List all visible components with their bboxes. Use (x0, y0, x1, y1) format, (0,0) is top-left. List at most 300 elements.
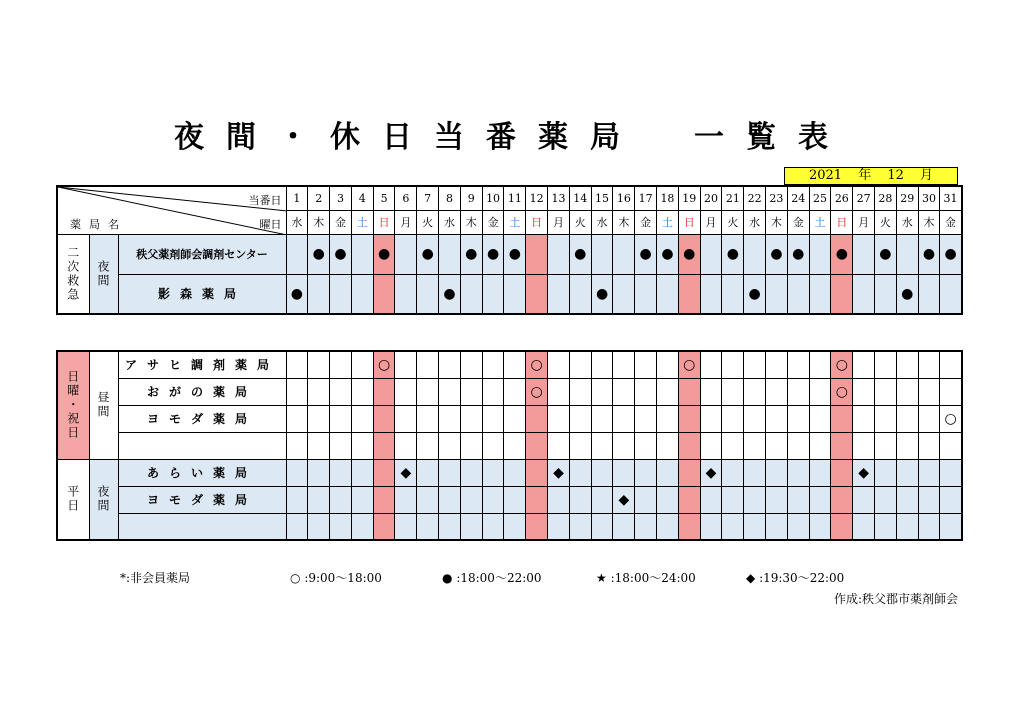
day-cell-5 (373, 459, 395, 486)
weekday: 水 (896, 210, 918, 234)
weekday: 木 (766, 210, 788, 234)
weekday: 火 (722, 210, 744, 234)
mark-open-circle: ○ (530, 383, 543, 400)
mark-filled-circle: ● (421, 246, 434, 262)
day-number: 1 (286, 186, 308, 210)
day-cell-4 (351, 405, 373, 432)
mark-filled-circle: ● (748, 285, 761, 302)
day-cell-2 (308, 274, 330, 314)
day-cell-17 (635, 351, 657, 378)
day-cell-7 (417, 513, 439, 540)
day-number: 6 (395, 186, 417, 210)
pharmacy-name: アサヒ調剤薬局 (118, 351, 286, 378)
day-cell-13 (548, 234, 570, 274)
day-cell-24 (787, 405, 809, 432)
day-cell-11 (504, 432, 526, 459)
day-cell-5 (373, 378, 395, 405)
day-cell-9 (460, 351, 482, 378)
day-number: 3 (330, 186, 352, 210)
day-cell-6 (395, 405, 417, 432)
day-number: 14 (569, 186, 591, 210)
day-cell-27 (853, 274, 875, 314)
day-cell-20 (700, 378, 722, 405)
weekday: 月 (853, 210, 875, 234)
day-cell-19 (678, 274, 700, 314)
day-number: 20 (700, 186, 722, 210)
day-cell-30 (918, 513, 940, 540)
day-cell-19 (678, 405, 700, 432)
day-cell-4 (351, 486, 373, 513)
time-label-daytime: 昼間 (89, 351, 118, 459)
day-cell-7 (417, 378, 439, 405)
day-cell-7 (417, 234, 439, 274)
day-cell-24 (787, 513, 809, 540)
day-cell-22 (744, 351, 766, 378)
weekday: 火 (569, 210, 591, 234)
day-cell-2 (308, 351, 330, 378)
day-cell-15 (591, 486, 613, 513)
day-cell-25 (809, 351, 831, 378)
day-cell-18 (657, 459, 679, 486)
day-cell-2 (308, 513, 330, 540)
day-cell-25 (809, 378, 831, 405)
day-cell-3 (330, 351, 352, 378)
mark-diamond: ◆ (705, 464, 717, 481)
day-cell-8 (439, 274, 461, 314)
holiday-weekday-table (56, 350, 963, 541)
day-cell-7 (417, 405, 439, 432)
day-cell-14 (569, 351, 591, 378)
day-cell-20 (700, 351, 722, 378)
day-cell-13 (548, 432, 570, 459)
pharmacy-name (118, 432, 286, 459)
day-cell-28 (875, 513, 897, 540)
day-cell-7 (417, 459, 439, 486)
day-cell-17 (635, 459, 657, 486)
weekday-label: 曜日 (259, 218, 282, 231)
day-cell-23 (766, 486, 788, 513)
day-cell-22 (744, 378, 766, 405)
day-cell-12 (526, 432, 548, 459)
day-cell-1 (286, 513, 308, 540)
day-cell-23 (766, 432, 788, 459)
day-cell-24 (787, 351, 809, 378)
day-number: 12 (526, 186, 548, 210)
day-cell-29 (896, 351, 918, 378)
day-cell-14 (569, 432, 591, 459)
day-cell-26 (831, 351, 853, 378)
day-cell-2 (308, 405, 330, 432)
weekday: 土 (657, 210, 679, 234)
mark-filled-circle: ● (922, 246, 936, 262)
day-cell-6 (395, 459, 417, 486)
day-number: 19 (678, 186, 700, 210)
day-cell-24 (787, 432, 809, 459)
mark-open-circle: ○ (683, 356, 696, 373)
day-number: 30 (918, 186, 940, 210)
day-number: 15 (591, 186, 613, 210)
mark-diamond: ◆ (858, 464, 869, 481)
mark-open-circle: ○ (835, 383, 848, 400)
day-cell-20 (700, 405, 722, 432)
day-cell-11 (504, 378, 526, 405)
day-cell-3 (330, 405, 352, 432)
day-cell-13 (548, 351, 570, 378)
day-cell-16 (613, 405, 635, 432)
day-cell-17 (635, 432, 657, 459)
mark-filled-circle: ● (595, 285, 609, 302)
day-cell-27 (853, 378, 875, 405)
day-cell-19 (678, 432, 700, 459)
day-number: 17 (635, 186, 657, 210)
day-cell-12 (526, 513, 548, 540)
day-cell-5 (373, 486, 395, 513)
day-cell-11 (504, 459, 526, 486)
day-number: 18 (657, 186, 679, 210)
time-label-night: 夜間 (89, 459, 118, 540)
day-cell-9 (460, 432, 482, 459)
day-cell-14 (569, 486, 591, 513)
day-cell-17 (635, 513, 657, 540)
day-cell-3 (330, 513, 352, 540)
day-cell-3 (330, 378, 352, 405)
day-cell-17 (635, 405, 657, 432)
year-month-box (784, 167, 958, 185)
day-number: 23 (766, 186, 788, 210)
day-cell-11 (504, 513, 526, 540)
weekday: 金 (482, 210, 504, 234)
weekday: 水 (286, 210, 308, 234)
weekday: 木 (918, 210, 940, 234)
day-cell-14 (569, 378, 591, 405)
day-cell-21 (722, 513, 744, 540)
day-cell-26 (831, 513, 853, 540)
day-cell-25 (809, 234, 831, 274)
day-cell-8 (439, 513, 461, 540)
day-cell-26 (831, 432, 853, 459)
pharmacy-name: ヨモダ薬局 (118, 405, 286, 432)
day-cell-4 (351, 513, 373, 540)
day-cell-23 (766, 459, 788, 486)
day-cell-28 (875, 234, 897, 274)
day-cell-27 (853, 432, 875, 459)
day-cell-1 (286, 486, 308, 513)
day-cell-4 (351, 459, 373, 486)
day-cell-25 (809, 486, 831, 513)
day-cell-8 (439, 432, 461, 459)
mark-open-circle: ○ (377, 356, 391, 373)
mark-filled-circle: ● (661, 246, 674, 262)
day-number: 8 (439, 186, 461, 210)
day-number: 10 (482, 186, 504, 210)
day-cell-18 (657, 486, 679, 513)
weekday: 水 (744, 210, 766, 234)
day-cell-30 (918, 351, 940, 378)
weekday: 土 (351, 210, 373, 234)
day-number: 4 (351, 186, 373, 210)
day-cell-9 (460, 234, 482, 274)
day-cell-21 (722, 405, 744, 432)
day-cell-9 (460, 405, 482, 432)
day-cell-16 (613, 274, 635, 314)
day-cell-30 (918, 274, 940, 314)
day-number: 16 (613, 186, 635, 210)
day-cell-13 (548, 378, 570, 405)
day-cell-26 (831, 459, 853, 486)
day-cell-8 (439, 234, 461, 274)
day-cell-11 (504, 234, 526, 274)
mark-diamond: ◆ (400, 464, 412, 481)
day-cell-11 (504, 486, 526, 513)
day-cell-23 (766, 274, 788, 314)
day-cell-6 (395, 234, 417, 274)
day-cell-21 (722, 351, 744, 378)
day-cell-17 (635, 274, 657, 314)
day-cell-29 (896, 274, 918, 314)
day-cell-31 (940, 378, 962, 405)
day-cell-24 (787, 234, 809, 274)
day-cell-1 (286, 459, 308, 486)
day-cell-28 (875, 351, 897, 378)
day-cell-1 (286, 378, 308, 405)
day-cell-4 (351, 234, 373, 274)
day-cell-3 (330, 274, 352, 314)
day-cell-16 (613, 378, 635, 405)
day-cell-15 (591, 351, 613, 378)
legend-late-night: ★ :18:00～24:00 (596, 571, 696, 585)
day-cell-16 (613, 432, 635, 459)
day-cell-21 (722, 432, 744, 459)
day-cell-11 (504, 274, 526, 314)
day-cell-25 (809, 432, 831, 459)
day-cell-16 (613, 234, 635, 274)
day-cell-29 (896, 486, 918, 513)
day-cell-19 (678, 513, 700, 540)
mark-filled-circle: ● (377, 246, 391, 262)
weekday: 土 (809, 210, 831, 234)
day-cell-24 (787, 486, 809, 513)
day-number: 25 (809, 186, 831, 210)
mark-filled-circle: ● (465, 246, 478, 262)
day-cell-21 (722, 459, 744, 486)
year-value: 2021 (808, 168, 843, 183)
group-label-sunday-holiday: 日曜・祝日 (57, 351, 89, 459)
day-cell-8 (439, 405, 461, 432)
day-cell-28 (875, 378, 897, 405)
mark-filled-circle: ● (574, 246, 587, 262)
day-cell-21 (722, 234, 744, 274)
day-cell-30 (918, 486, 940, 513)
day-cell-7 (417, 486, 439, 513)
day-cell-3 (330, 486, 352, 513)
day-cell-18 (657, 274, 679, 314)
day-cell-29 (896, 405, 918, 432)
day-cell-26 (831, 234, 853, 274)
day-cell-10 (482, 274, 504, 314)
day-cell-2 (308, 378, 330, 405)
mark-filled-circle: ● (901, 285, 914, 302)
day-cell-20 (700, 486, 722, 513)
day-cell-23 (766, 378, 788, 405)
day-cell-7 (417, 351, 439, 378)
day-cell-3 (330, 459, 352, 486)
day-cell-26 (831, 378, 853, 405)
day-cell-8 (439, 351, 461, 378)
day-cell-18 (657, 405, 679, 432)
day-cell-14 (569, 513, 591, 540)
weekday: 月 (395, 210, 417, 234)
mark-open-circle: ○ (835, 356, 848, 373)
day-cell-4 (351, 378, 373, 405)
day-cell-1 (286, 432, 308, 459)
day-cell-12 (526, 459, 548, 486)
day-cell-3 (330, 432, 352, 459)
mark-filled-circle: ● (683, 246, 696, 262)
mark-filled-circle: ● (443, 285, 456, 302)
day-cell-27 (853, 486, 875, 513)
day-cell-6 (395, 432, 417, 459)
day-cell-22 (744, 486, 766, 513)
day-cell-31 (940, 274, 962, 314)
day-cell-10 (482, 486, 504, 513)
day-cell-16 (613, 351, 635, 378)
day-cell-28 (875, 405, 897, 432)
day-cell-2 (308, 486, 330, 513)
weekday: 土 (504, 210, 526, 234)
mark-filled-circle: ● (726, 246, 739, 262)
day-cell-2 (308, 459, 330, 486)
day-cell-30 (918, 378, 940, 405)
day-cell-7 (417, 274, 439, 314)
day-cell-10 (482, 351, 504, 378)
day-cell-5 (373, 351, 395, 378)
day-number: 9 (460, 186, 482, 210)
day-cell-30 (918, 234, 940, 274)
month-unit: 月 (920, 168, 934, 183)
mark-filled-circle: ● (334, 246, 347, 262)
mark-diamond: ◆ (553, 464, 564, 481)
legend-day-open: ○ :9:00～18:00 (290, 571, 382, 585)
day-cell-27 (853, 405, 875, 432)
day-cell-11 (504, 351, 526, 378)
day-cell-9 (460, 378, 482, 405)
weekday: 月 (548, 210, 570, 234)
day-cell-15 (591, 274, 613, 314)
day-cell-16 (613, 513, 635, 540)
day-number: 28 (875, 186, 897, 210)
day-cell-6 (395, 378, 417, 405)
day-cell-5 (373, 432, 395, 459)
mark-open-circle: ○ (530, 356, 543, 373)
day-cell-30 (918, 459, 940, 486)
mark-open-circle: ○ (944, 410, 957, 427)
mark-filled-circle: ● (792, 246, 805, 262)
day-number: 13 (548, 186, 570, 210)
day-cell-31 (940, 459, 962, 486)
weekday: 木 (613, 210, 635, 234)
day-cell-3 (330, 234, 352, 274)
day-cell-25 (809, 459, 831, 486)
pharmacy-name: 影森薬局 (118, 274, 286, 314)
weekday: 水 (591, 210, 613, 234)
legend-non-member: *:非会員薬局 (120, 571, 191, 585)
weekday: 日 (831, 210, 853, 234)
day-number: 27 (853, 186, 875, 210)
day-cell-22 (744, 432, 766, 459)
day-cell-12 (526, 234, 548, 274)
weekday: 日 (373, 210, 395, 234)
day-cell-10 (482, 378, 504, 405)
day-cell-19 (678, 378, 700, 405)
day-cell-10 (482, 432, 504, 459)
day-cell-25 (809, 405, 831, 432)
day-cell-13 (548, 405, 570, 432)
day-cell-24 (787, 274, 809, 314)
day-cell-12 (526, 351, 548, 378)
weekday: 金 (330, 210, 352, 234)
pharmacy-name: 秩父薬剤師会調剤センター (118, 234, 286, 274)
day-cell-1 (286, 351, 308, 378)
day-cell-2 (308, 234, 330, 274)
day-cell-22 (744, 274, 766, 314)
day-cell-17 (635, 378, 657, 405)
day-cell-30 (918, 405, 940, 432)
day-cell-28 (875, 432, 897, 459)
day-cell-19 (678, 234, 700, 274)
day-cell-31 (940, 486, 962, 513)
time-label-night: 夜間 (89, 234, 118, 314)
day-cell-14 (569, 274, 591, 314)
pharmacy-name: ヨモダ薬局 (118, 486, 286, 513)
day-cell-15 (591, 432, 613, 459)
weekday: 金 (635, 210, 657, 234)
day-number: 11 (504, 186, 526, 210)
day-cell-29 (896, 378, 918, 405)
day-cell-18 (657, 432, 679, 459)
day-cell-9 (460, 486, 482, 513)
day-cell-13 (548, 486, 570, 513)
day-cell-21 (722, 378, 744, 405)
group-label-weekday: 平日 (57, 459, 89, 540)
weekday: 月 (700, 210, 722, 234)
day-cell-12 (526, 378, 548, 405)
day-cell-17 (635, 234, 657, 274)
day-cell-31 (940, 351, 962, 378)
day-cell-1 (286, 234, 308, 274)
day-cell-20 (700, 513, 722, 540)
day-cell-12 (526, 274, 548, 314)
mark-filled-circle: ● (770, 246, 783, 262)
day-cell-4 (351, 274, 373, 314)
day-number: 2 (308, 186, 330, 210)
day-cell-10 (482, 234, 504, 274)
pharmacy-name (118, 513, 286, 540)
day-cell-22 (744, 234, 766, 274)
mark-filled-circle: ● (312, 246, 325, 262)
legend-weekday-night: ◆ :19:30～22:00 (746, 571, 845, 585)
day-cell-21 (722, 274, 744, 314)
pharmacy-name: あらい薬局 (118, 459, 286, 486)
day-cell-18 (657, 378, 679, 405)
day-cell-23 (766, 351, 788, 378)
day-number: 29 (896, 186, 918, 210)
credit-text: 作成:秩父郡市薬剤師会 (834, 592, 959, 606)
day-cell-2 (308, 432, 330, 459)
day-cell-26 (831, 405, 853, 432)
day-cell-25 (809, 513, 831, 540)
day-cell-31 (940, 405, 962, 432)
day-cell-27 (853, 459, 875, 486)
